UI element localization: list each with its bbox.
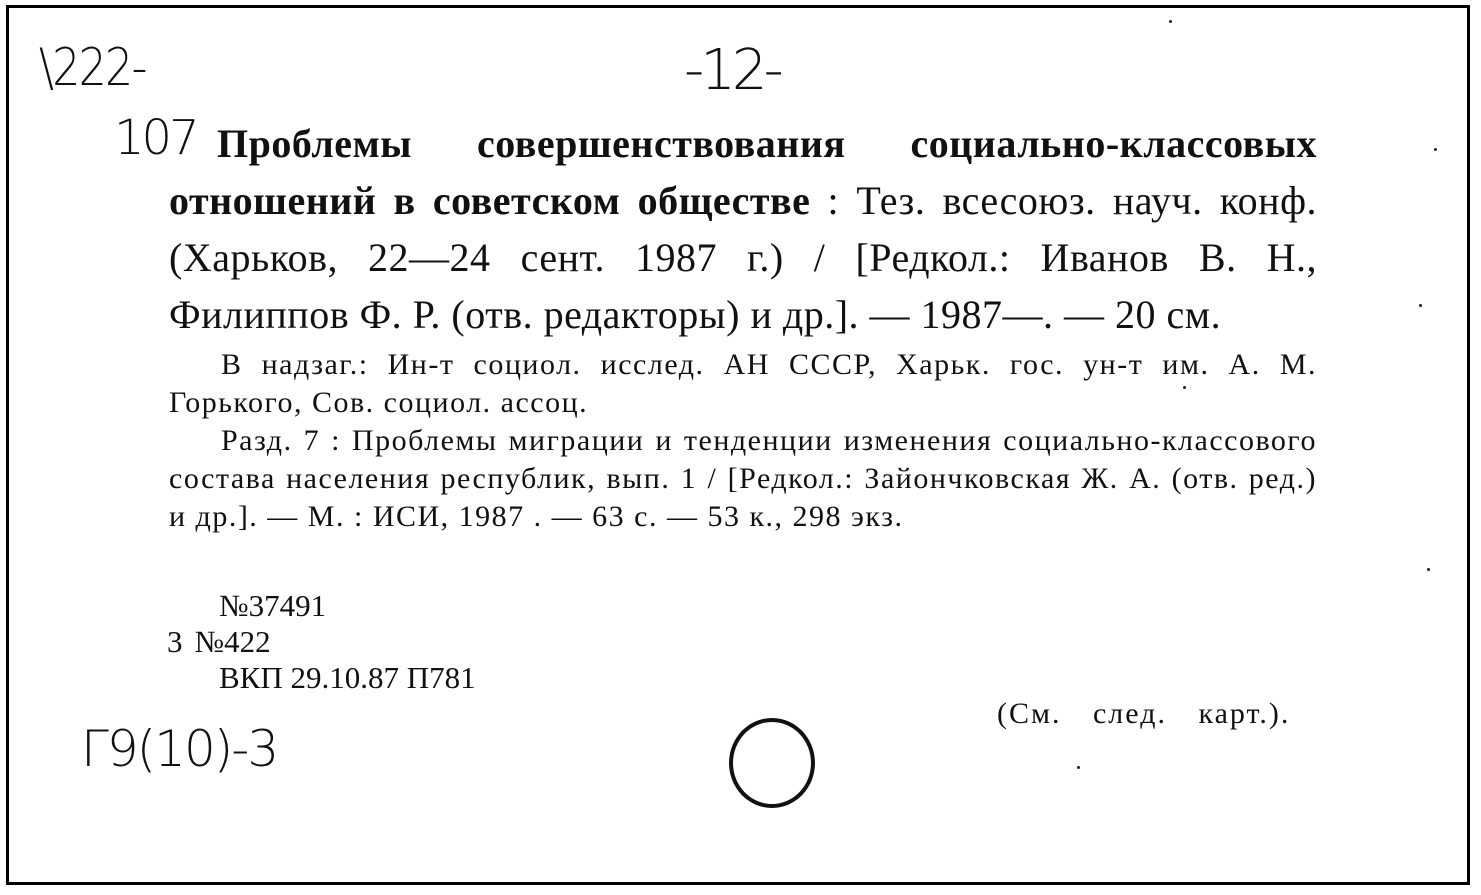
scan-speck <box>1077 766 1080 769</box>
bibliographic-entry <box>169 115 1317 343</box>
entry-title: Проблемы совершенствования социально-классовых отношений в советском обществе <box>169 121 1317 223</box>
catalog-card <box>6 5 1470 885</box>
handwritten-shelf-code: Г9(10)-3 <box>81 720 278 778</box>
catalog-number-1: №37491 <box>219 588 327 623</box>
scan-speck <box>1434 148 1437 151</box>
catalog-prefix: 3 <box>167 624 183 659</box>
registry-code: ВКП 29.10.87 П781 <box>219 660 476 695</box>
handwritten-accession-number: \222- <box>39 38 146 98</box>
handwritten-page-number: -12- <box>684 38 780 103</box>
scan-speck <box>1419 304 1422 307</box>
catalog-number-2: №422 <box>194 624 271 659</box>
scan-speck <box>1183 386 1186 389</box>
note-header-institutions: В надзаг.: Ин-т социол. исслед. АН СССР, Харьк. гос. ун-т им. А. М. Горького, Сов. социол. ассоц. <box>169 348 1317 419</box>
scan-speck <box>1427 568 1430 571</box>
catalog-number-2-row <box>167 622 271 662</box>
continuation-note: (См. след. карт.). <box>997 697 1291 730</box>
entry-details: : Тез. всесоюз. науч. конф. (Харьков, 22—24 сент. 1987 г.) / [Редкол.: Иванов В. Н., Филиппов Ф. Р. (отв. редакторы) и др.]. — 1987—. — 20 см. <box>169 178 1317 337</box>
scan-speck <box>1169 20 1172 23</box>
card-punch-hole <box>729 718 815 808</box>
note-section-7: Разд. 7 : Проблемы миграции и тенденции изменения социально-классового состава населения республик, вып. 1 / [Редкол.: Зайончковская Ж. А. (отв. ред.) и др.]. — М. : ИСИ, 1987 . — 63 с. — 53 к., 298 экз. <box>169 424 1317 533</box>
handwritten-item-number: 107 <box>114 110 197 166</box>
